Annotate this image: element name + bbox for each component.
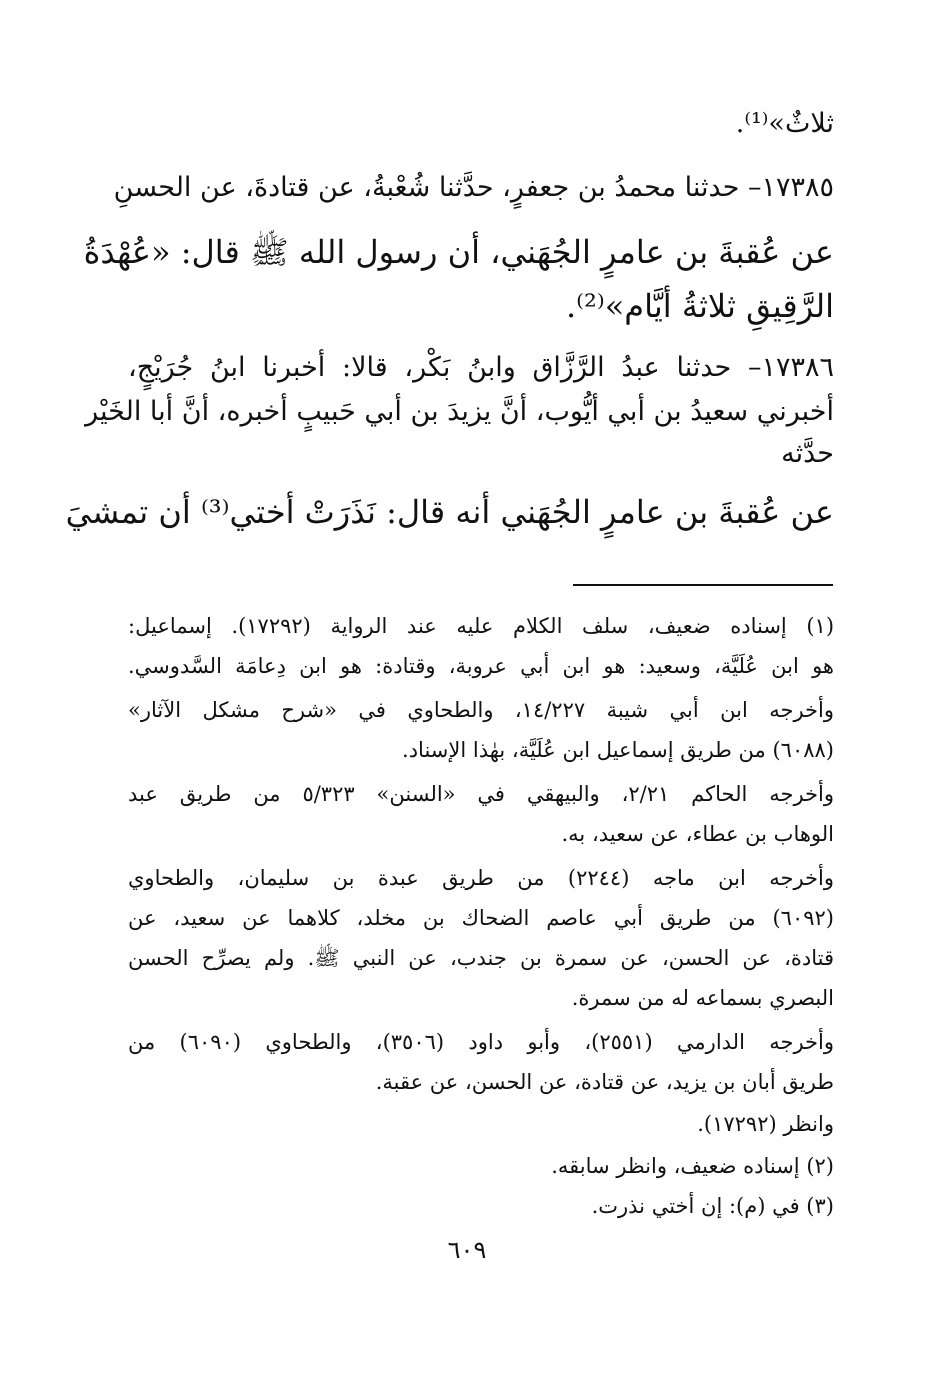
footnote-2: (٢) إسناده ضعيف، وانظر سابقه.	[551, 1154, 834, 1178]
hadith-17386-matn-line: عن عُقبةَ بن عامرٍ الجُهَني أنه قال: نَذَرَتْ أختي⁽³⁾ أن تمشيَ	[65, 493, 834, 531]
footnote-line: طريق أبان بن يزيد، عن قتادة، عن الحسن، عن عقبة.	[375, 1070, 834, 1094]
footnote-line: (٦٠٩٢) من طريق أبي عاصم الضحاك بن مخلد، كلاهما عن سعيد، عن	[128, 906, 834, 930]
hadith-17386-isnad-line: أخبرني سعيدُ بن أبي أيُّوب، أنَّ يزيدَ بن أبي حَبيبٍ أخبره، أنَّ أبا الخَيْر	[85, 396, 834, 427]
hadith-17386-isnad-line: حدَّثه	[781, 438, 834, 469]
footnote-line: وأخرجه ابن أبي شيبة ١٤/٢٢٧، والطحاوي في «شرح مشكل الآثار»	[128, 698, 834, 722]
footnote-3: (٣) في (م): إن أختي نذرت.	[591, 1194, 834, 1218]
footnote-line: وانظر (١٧٢٩٢).	[697, 1112, 834, 1136]
hadith-17385-matn-line: عن عُقبةَ بن عامرٍ الجُهَني، أن رسول الله ﷺ قال: «عُهْدَةُ	[83, 233, 834, 271]
footnote-line: وأخرجه ابن ماجه (٢٢٤٤) من طريق عبدة بن سليمان، والطحاوي	[128, 866, 834, 890]
footnote-line: البصري بسماعه له من سمرة.	[571, 986, 834, 1010]
footnote-line: وأخرجه الدارمي (٢٥٥١)، وأبو داود (٣٥٠٦)، والطحاوي (٦٠٩٠) من	[128, 1030, 834, 1054]
hadith-17385-isnad: ١٧٣٨٥– حدثنا محمدُ بن جعفرٍ، حدَّثنا شُعْبةُ، عن قتادةَ، عن الحسنِ	[113, 172, 834, 203]
hadith-17386-isnad-line: ١٧٣٨٦– حدثنا عبدُ الرَّزَّاق وابنُ بَكْر، قالا: أخبرنا ابنُ جُرَيْجٍ،	[128, 352, 834, 383]
hadith-17385-matn-line: الرَّقِيقِ ثلاثةُ أيَّام»⁽²⁾.	[566, 287, 834, 325]
footnote-line: قتادة، عن الحسن، عن سمرة بن جندب، عن النبي ﷺ. ولم يصرِّح الحسن	[128, 946, 834, 970]
footnote-line: الوهاب بن عطاء، عن سعيد، به.	[561, 822, 834, 846]
footnote-separator	[573, 584, 833, 586]
page-number: ٦٠٩	[447, 1236, 487, 1264]
continuation-line: ثلاثٌ»⁽¹⁾.	[735, 108, 834, 139]
footnote-line: (١) إسناده ضعيف، سلف الكلام عليه عند الرواية (١٧٢٩٢). إسماعيل:	[128, 614, 835, 638]
footnote-line: هو ابن عُلَيَّة، وسعيد: هو ابن أبي عروبة، وقتادة: هو ابن دِعامَة السَّدوسي.	[128, 654, 834, 678]
footnote-line: وأخرجه الحاكم ٢/٢١، والبيهقي في «السنن» ٥/٣٢٣ من طريق عبد	[128, 782, 834, 806]
footnote-line: (٦٠٨٨) من طريق إسماعيل ابن عُلَيَّة، بهٰذا الإسناد.	[402, 738, 834, 762]
